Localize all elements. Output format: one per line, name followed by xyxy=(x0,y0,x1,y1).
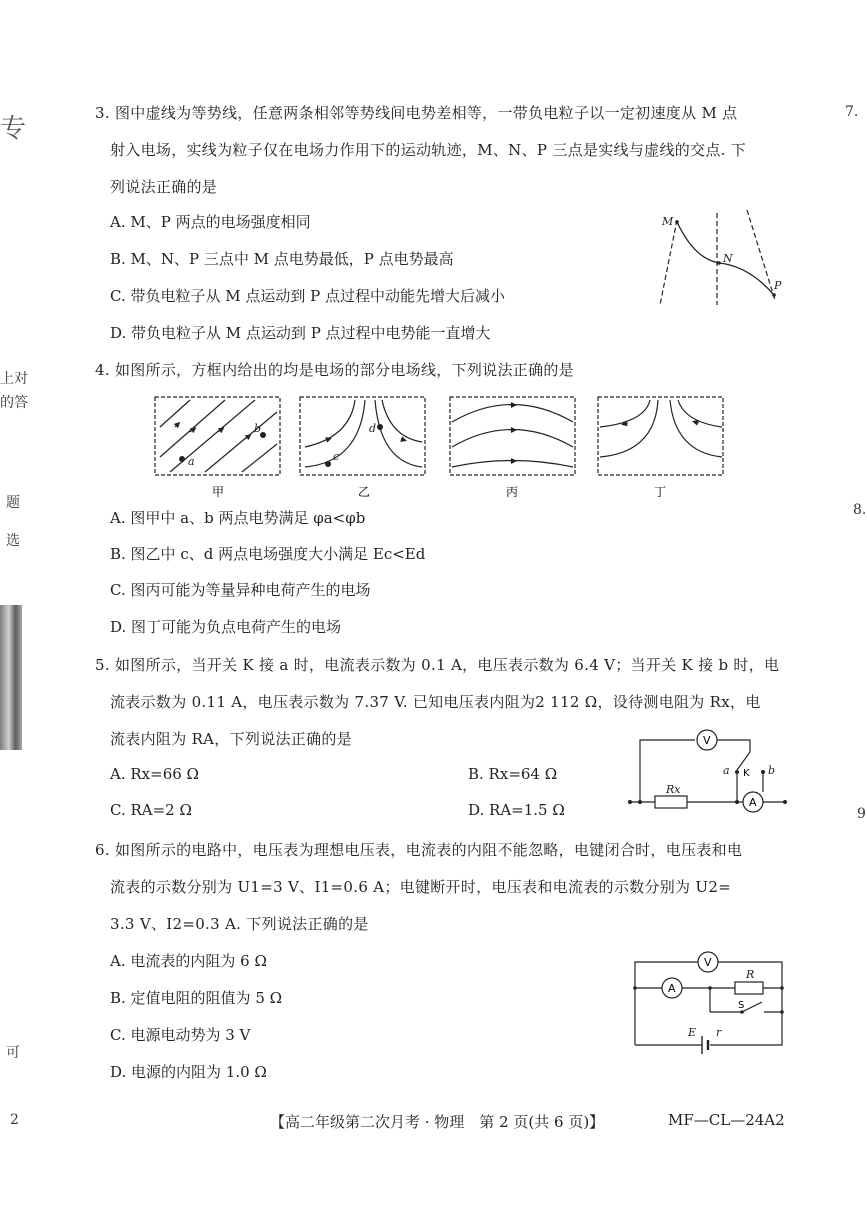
margin-right-9: 9 xyxy=(857,806,866,822)
q6-stem-line2: 流表的示数分别为 U1=3 V、I1=0.6 A；电键断开时，电压表和电流表的示数分别为 U2= xyxy=(110,878,732,896)
binding-strip xyxy=(0,605,22,750)
margin-right-8: 8. xyxy=(853,502,867,518)
q4-fig-label-d: d xyxy=(369,422,377,435)
q3-stem-line3: 列说法正确的是 xyxy=(110,178,218,196)
q4-fig-label-a: a xyxy=(188,455,195,468)
q5-fig-voltmeter-label: V xyxy=(703,734,711,747)
q4-caption-ding: 丁 xyxy=(654,485,667,499)
q3-option-c: C. 带负电粒子从 M 点运动到 P 点过程中动能先增大后减小 xyxy=(110,287,506,305)
q6-stem-line3: 3.3 V、I2=0.3 A. 下列说法正确的是 xyxy=(110,915,369,933)
margin-right-7: 7. xyxy=(845,104,859,120)
q4-option-b: B. 图乙中 c、d 两点电场强度大小满足 Ec<Ed xyxy=(110,545,426,563)
q5-option-b: B. Rx=64 Ω xyxy=(468,765,558,783)
margin-text-4: 选 xyxy=(6,533,20,549)
q6-fig-label-r-internal: r xyxy=(716,1026,722,1039)
footer-title: 【高二年级第二次月考 · 物理 第 2 页(共 6 页)】 xyxy=(270,1113,605,1131)
q3-equipotential-figure xyxy=(650,205,790,310)
margin-char-top: 专 xyxy=(0,114,27,144)
page-number-left: 2 xyxy=(10,1112,19,1128)
q4-caption-jia: 甲 xyxy=(212,485,225,499)
q5-stem-line3: 流表内阻为 RA，下列说法正确的是 xyxy=(110,730,352,748)
q4-fig-yi xyxy=(300,397,425,475)
q3-option-a: A. M、P 两点的电场强度相同 xyxy=(110,213,311,231)
footer-code: MF—CL—24A2 xyxy=(668,1111,785,1129)
q6-option-c: C. 电源电动势为 3 V xyxy=(110,1026,251,1044)
q3-fig-label-p: P xyxy=(774,279,782,292)
q5-fig-label-k: K xyxy=(743,768,750,779)
q6-option-b: B. 定值电阻的阻值为 5 Ω xyxy=(110,989,283,1007)
q3-stem-line1: 3. 图中虚线为等势线，任意两条相邻等势线间电势差相等，一带负电粒子以一定初速度从 M 点 xyxy=(95,104,738,122)
q6-stem-line1: 6. 如图所示的电路中，电压表为理想电压表，电流表的内阻不能忽略，电键闭合时，电压表和电 xyxy=(95,841,743,859)
q4-fig-bing xyxy=(450,397,575,475)
q3-stem-line2: 射入电场，实线为粒子仅在电场力作用下的运动轨迹，M、N、P 三点是实线与虚线的交点. 下 xyxy=(110,141,747,159)
q5-fig-label-a: a xyxy=(723,764,730,777)
q4-caption-yi: 乙 xyxy=(358,485,371,499)
q3-option-d: D. 带负电粒子从 M 点运动到 P 点过程中电势能一直增大 xyxy=(110,324,491,342)
q5-fig-ammeter-label: A xyxy=(749,796,757,809)
q5-stem-line1: 5. 如图所示，当开关 K 接 a 时，电流表示数为 0.1 A，电压表示数为 6.4 V；当开关 K 接 b 时，电 xyxy=(95,656,780,674)
q5-option-c: C. RA=2 Ω xyxy=(110,801,192,819)
q5-circuit-figure xyxy=(625,722,790,814)
q3-fig-label-m: M xyxy=(662,215,674,228)
q4-field-line-figures xyxy=(150,392,730,502)
q6-option-a: A. 电流表的内阻为 6 Ω xyxy=(110,952,267,970)
q6-fig-voltmeter-label: V xyxy=(704,956,712,969)
q6-fig-label-e: E xyxy=(688,1026,697,1039)
q4-fig-label-c: c xyxy=(333,450,340,463)
q5-option-d: D. RA=1.5 Ω xyxy=(468,801,565,819)
q6-fig-label-s: S xyxy=(738,1000,745,1011)
q6-circuit-figure xyxy=(630,950,790,1055)
q4-fig-label-b: b xyxy=(254,422,262,435)
margin-text-5: 可 xyxy=(6,1045,20,1061)
q5-stem-line2: 流表示数为 0.11 A，电压表示数为 7.37 V. 已知电压表内阻为2 112 Ω，设待测电阻为 Rx，电 xyxy=(110,693,761,711)
q6-fig-ammeter-label: A xyxy=(668,982,676,995)
q4-option-d: D. 图丁可能为负点电荷产生的电场 xyxy=(110,618,342,636)
q4-caption-bing: 丙 xyxy=(506,485,519,499)
margin-text-3: 题 xyxy=(6,495,20,511)
q4-option-a: A. 图甲中 a、b 两点电势满足 φa<φb xyxy=(110,509,366,527)
margin-text-1: 上对 xyxy=(0,371,28,387)
margin-text-2: 的答 xyxy=(0,395,28,411)
q4-fig-ding xyxy=(598,397,723,475)
q4-stem-line1: 4. 如图所示，方框内给出的均是电场的部分电场线，下列说法正确的是 xyxy=(95,361,574,379)
q5-fig-label-b: b xyxy=(768,764,776,777)
q6-fig-label-r: R xyxy=(746,968,755,981)
q5-option-a: A. Rx=66 Ω xyxy=(110,765,199,783)
q4-fig-jia xyxy=(155,397,280,475)
q5-fig-label-rx: Rx xyxy=(666,783,681,796)
q4-option-c: C. 图丙可能为等量异种电荷产生的电场 xyxy=(110,581,371,599)
q6-option-d: D. 电源的内阻为 1.0 Ω xyxy=(110,1063,267,1081)
q3-fig-label-n: N xyxy=(723,252,733,265)
q3-option-b: B. M、N、P 三点中 M 点电势最低，P 点电势最高 xyxy=(110,250,454,268)
